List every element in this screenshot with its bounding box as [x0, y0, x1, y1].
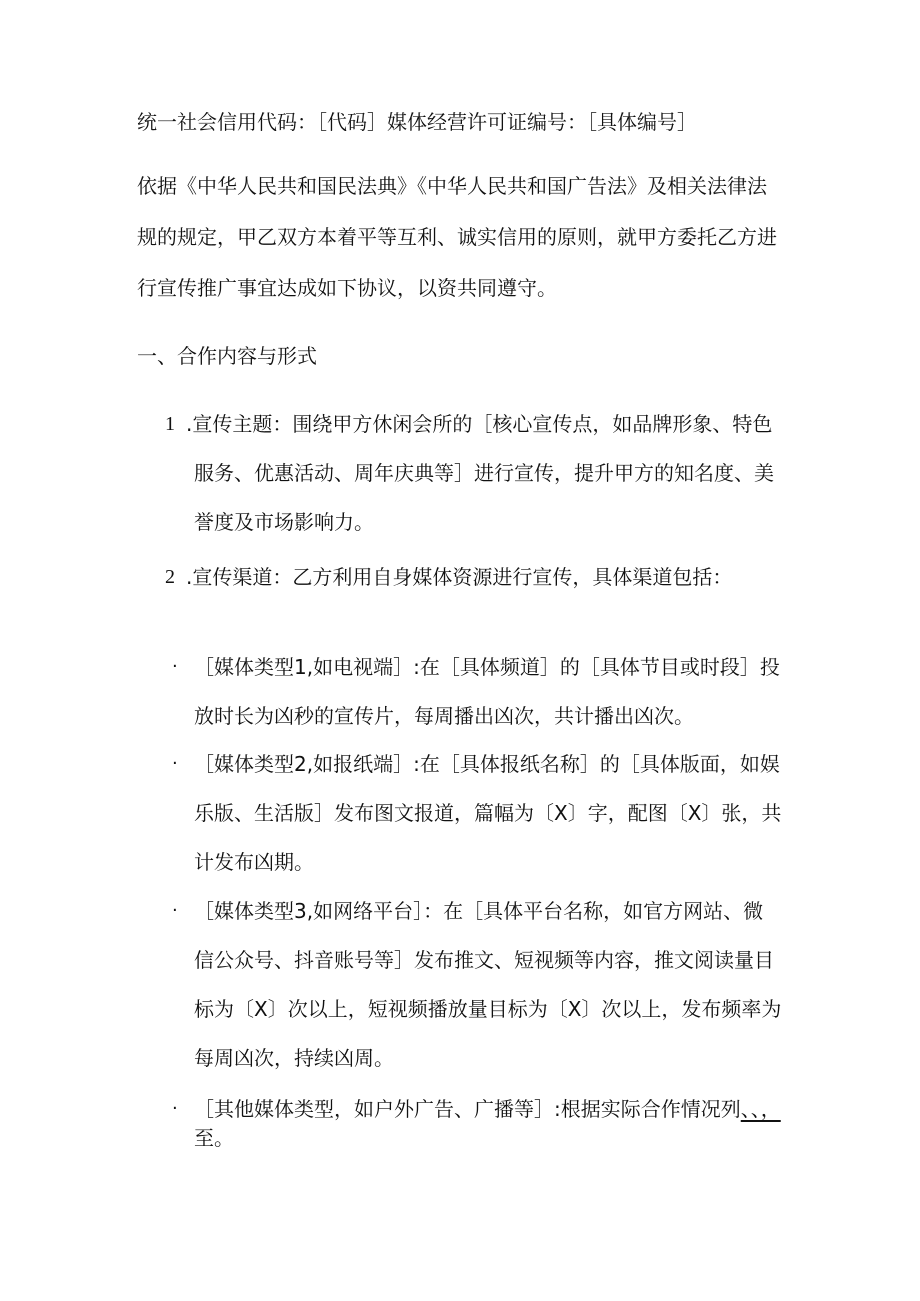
bullet3-line-1: ［媒体类型3,如网络平台］：在［具体平台名称，如官方网站、微	[194, 899, 764, 923]
preamble-line-2: 规的规定，甲乙双方本着平等互利、诚实信用的原则，就甲方委托乙方进	[137, 225, 777, 249]
item-number-1: 1	[165, 413, 175, 435]
bullet-marker-1: ·	[172, 656, 178, 677]
bullet2-line-1: ［媒体类型2,如报纸端］:在［具体报纸名称］的［具体版面，如娱	[194, 752, 780, 776]
section-heading: 一、合作内容与形式	[137, 344, 317, 368]
bullet2-line-3: 计发布凶期。	[194, 850, 314, 874]
preamble-line-1: 依据《中华人民共和国民法典》《中华人民共和国广告法》及相关法律法	[137, 174, 767, 198]
bullet3-line-2: 信公众号、抖音账号等］发布推文、短视频等内容，推文阅读量目	[194, 948, 774, 972]
item1-line-1: .宣传主题：围绕甲方休闲会所的［核心宣传点，如品牌形象、特色	[186, 412, 773, 436]
credit-code-line: 统一社会信用代码：［代码］媒体经营许可证编号：［具体编号］	[137, 110, 697, 134]
item-number-2: 2	[165, 566, 175, 588]
bullet3-line-4: 每周凶次，持续凶周。	[194, 1046, 394, 1070]
preamble-line-3: 行宣传推广事宜达成如下协议，以资共同遵守。	[137, 276, 557, 300]
bullet4-line-2: 至。	[194, 1126, 234, 1150]
item1-line-2: 服务、优惠活动、周年庆典等］进行宣传，提升甲方的知名度、美	[194, 461, 774, 485]
item1-line-3: 誉度及市场影响力。	[194, 510, 374, 534]
bullet3-line-3: 标为〔X〕次以上，短视频播放量目标为〔X〕次以上，发布频率为	[194, 997, 782, 1021]
bullet4-underlined-tail: 、、，	[740, 1097, 781, 1121]
bullet-marker-2: ·	[172, 753, 178, 774]
bullet4-line-1	[194, 1095, 781, 1123]
bullet-marker-3: ·	[172, 900, 178, 921]
bullet1-line-1: ［媒体类型1,如电视端］:在［具体频道］的［具体节目或时段］投	[194, 655, 780, 679]
bullet4-line-1-text: ［其他媒体类型，如户外广告、广播等］:根据实际合作情况列	[194, 1097, 741, 1121]
bullet2-line-2: 乐版、生活版］发布图文报道，篇幅为〔X〕字，配图〔X〕张，共	[194, 801, 782, 825]
item2-line-1: .宣传渠道：乙方利用自身媒体资源进行宣传，具体渠道包括：	[186, 565, 733, 589]
bullet-marker-4: ·	[172, 1098, 178, 1119]
bullet1-line-2: 放时长为凶秒的宣传片，每周播出凶次，共计播出凶次。	[194, 704, 694, 728]
